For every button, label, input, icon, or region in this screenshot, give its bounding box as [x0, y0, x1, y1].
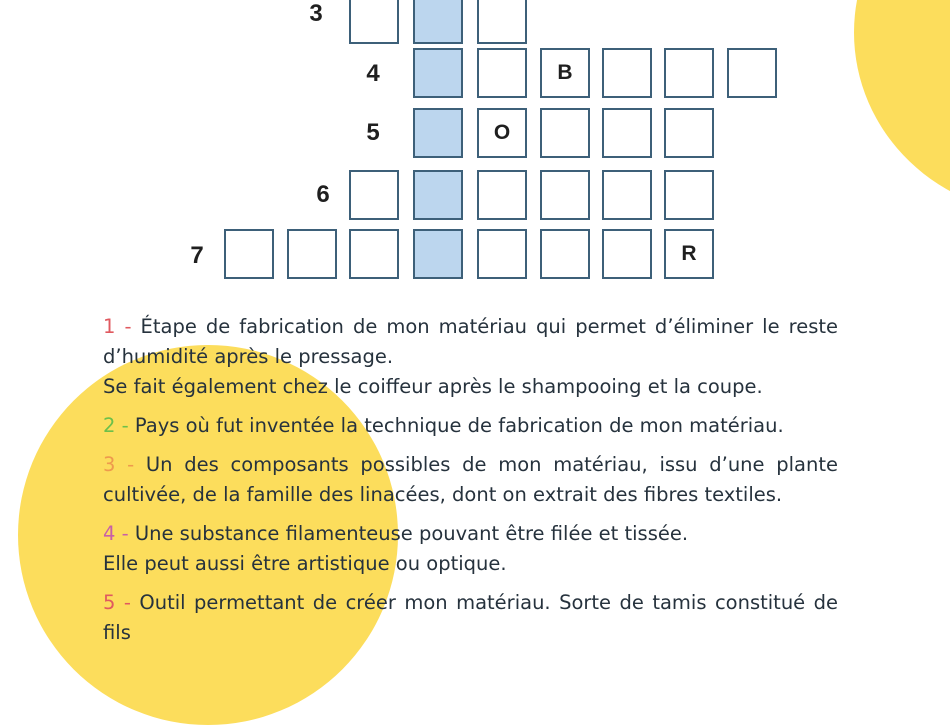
clue-line: Elle peut aussi être artistique ou optique.	[103, 552, 507, 575]
row-number-4: 4	[366, 60, 380, 87]
crossword-cell[interactable]	[602, 108, 652, 158]
clue-2	[103, 411, 838, 441]
crossword-cell[interactable]	[477, 0, 527, 44]
crossword-cell[interactable]: O	[477, 108, 527, 158]
clue-line: Se fait également chez le coiffeur après le shampooing et la coupe.	[103, 375, 763, 398]
crossword-cell[interactable]	[664, 108, 714, 158]
crossword-cell[interactable]	[664, 170, 714, 220]
crossword-cell[interactable]	[349, 170, 399, 220]
crossword-cell-highlighted[interactable]	[413, 48, 463, 98]
clue-line: 4 - Une substance filamenteuse pouvant être filée et tissée.	[103, 522, 689, 545]
crossword-cell[interactable]	[349, 0, 399, 44]
crossword-grid	[0, 0, 950, 290]
clue-number: 5 -	[103, 591, 140, 614]
row-number-5: 5	[366, 119, 380, 146]
crossword-cell[interactable]	[477, 48, 527, 98]
clue-5	[103, 588, 838, 648]
clue-list	[103, 312, 838, 657]
clue-number: 2 -	[103, 414, 135, 437]
crossword-cell[interactable]	[224, 229, 274, 279]
crossword-cell-highlighted[interactable]	[413, 0, 463, 44]
crossword-cell[interactable]	[540, 229, 590, 279]
row-number-3: 3	[309, 0, 323, 27]
crossword-cell[interactable]	[287, 229, 337, 279]
crossword-cell-highlighted[interactable]	[413, 108, 463, 158]
crossword-cell[interactable]	[602, 48, 652, 98]
crossword-cell[interactable]	[540, 108, 590, 158]
crossword-cell[interactable]	[477, 229, 527, 279]
clue-line: cultivée, de la famille des linacées, dont on extrait des fibres textiles.	[103, 483, 783, 506]
clue-3	[103, 450, 838, 510]
crossword-cell[interactable]: R	[664, 229, 714, 279]
clue-4	[103, 519, 838, 579]
clue-number: 4 -	[103, 522, 135, 545]
clue-number: 3 -	[103, 453, 146, 476]
crossword-cell[interactable]	[540, 170, 590, 220]
clue-line: 1 - Étape de fabrication de mon matériau qui permet d’éliminer le reste	[103, 315, 838, 338]
clue-line: 3 - Un des composants possibles de mon matériau, issu d’une plante	[103, 453, 838, 476]
clue-line: 5 - Outil permettant de créer mon matériau. Sorte de tamis constitué de fils	[103, 591, 839, 644]
crossword-cell[interactable]	[664, 48, 714, 98]
clue-1	[103, 312, 838, 402]
crossword-cell[interactable]	[477, 170, 527, 220]
crossword-cell[interactable]	[602, 229, 652, 279]
crossword-cell-highlighted[interactable]	[413, 229, 463, 279]
crossword-cell[interactable]	[727, 48, 777, 98]
crossword-cell[interactable]: B	[540, 48, 590, 98]
clue-number: 1 -	[103, 315, 141, 338]
clue-line: 2 - Pays où fut inventée la technique de fabrication de mon matériau.	[103, 414, 784, 437]
clue-line: d’humidité après le pressage.	[103, 345, 394, 368]
row-number-6: 6	[316, 181, 330, 208]
row-number-7: 7	[190, 242, 204, 269]
crossword-cell-highlighted[interactable]	[413, 170, 463, 220]
crossword-cell[interactable]	[602, 170, 652, 220]
crossword-cell[interactable]	[349, 229, 399, 279]
